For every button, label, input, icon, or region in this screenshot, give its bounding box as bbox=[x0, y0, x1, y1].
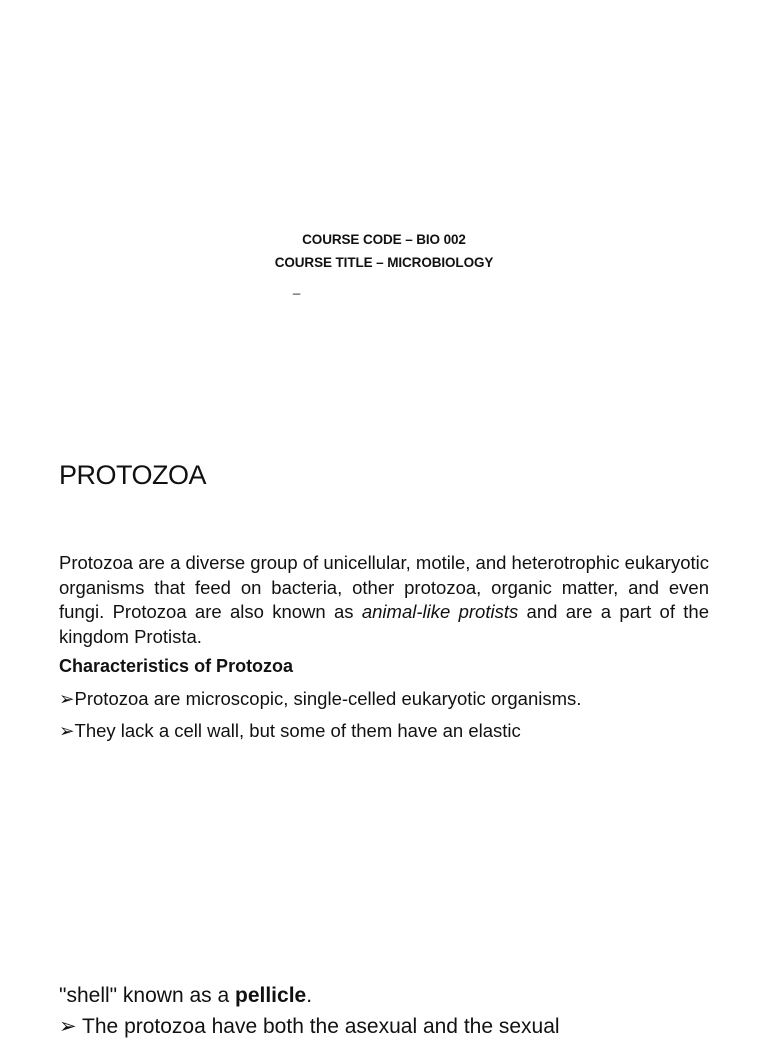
intro-paragraph bbox=[59, 551, 709, 649]
section-title: PROTOZOA bbox=[59, 460, 207, 490]
bullet-text: They lack a cell wall, but some of them have an elastic bbox=[74, 720, 521, 741]
course-title: COURSE TITLE – MICROBIOLOGY bbox=[274, 255, 494, 270]
bullet-arrow-icon: ➢ bbox=[59, 688, 75, 709]
course-code: COURSE CODE – BIO 002 bbox=[302, 232, 466, 247]
intro-italic-term: animal-like protists bbox=[361, 601, 519, 622]
intro-text: Protozoa are a diverse group of unicellular, motile, and heterotrophic eukaryotic organisms that feed on bacteria, other protozoa, organic matter, and even fungi. Protozoa are also known as bbox=[59, 552, 709, 622]
intro-text-end: and are a part of the kingdom Protista. bbox=[59, 601, 709, 647]
characteristics-heading: Characteristics of Protozoa bbox=[59, 656, 294, 676]
bullet-arrow-icon: ➢ bbox=[59, 720, 75, 741]
header-mark: _ bbox=[293, 280, 301, 295]
bullet-text: Protozoa are microscopic, single-celled eukaryotic organisms. bbox=[74, 688, 582, 709]
cut-off-line: ➢ The protozoa have both the asexual and the sexual bbox=[59, 1015, 560, 1038]
bullet-item bbox=[59, 720, 521, 742]
continuation-end: . bbox=[306, 984, 313, 1007]
continuation-line bbox=[59, 984, 312, 1008]
pellicle-term: pellicle bbox=[235, 984, 307, 1007]
course-header bbox=[0, 228, 768, 274]
continuation-text: "shell" known as a bbox=[59, 984, 235, 1007]
bullet-item bbox=[59, 688, 581, 710]
